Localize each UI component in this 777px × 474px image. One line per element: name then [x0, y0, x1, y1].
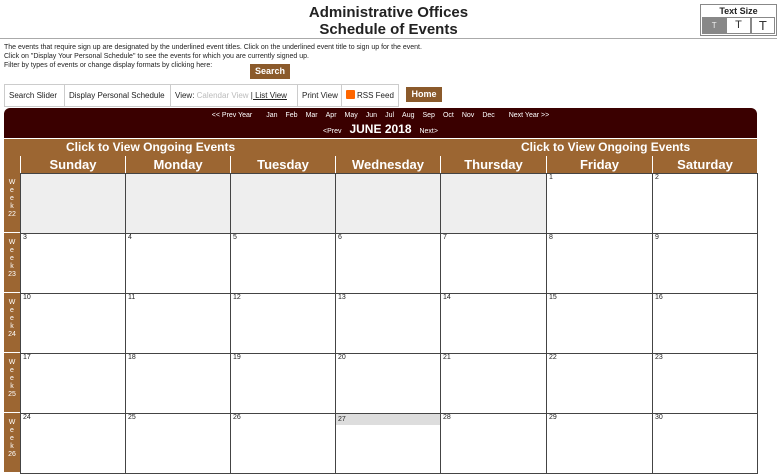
- month-link-aug[interactable]: Aug: [402, 112, 415, 119]
- calendar-empty-cell: [125, 173, 231, 234]
- calendar-day-cell[interactable]: [20, 413, 126, 474]
- title-line-2: Schedule of Events: [319, 21, 458, 38]
- week-label[interactable]: W e e k 25: [4, 353, 20, 413]
- rss-icon: [346, 90, 355, 99]
- current-month: JUNE 2018: [349, 122, 412, 136]
- day-number: 7: [443, 234, 447, 241]
- month-link-oct[interactable]: Oct: [442, 112, 454, 119]
- calendar-day-cell[interactable]: [546, 353, 653, 414]
- header-divider: [0, 38, 777, 39]
- day-number: 3: [23, 234, 27, 241]
- day-header-row: [4, 156, 757, 173]
- month-link-feb[interactable]: Feb: [285, 112, 298, 119]
- next-month-link[interactable]: Next>: [419, 128, 438, 135]
- calendar-empty-cell: [335, 173, 441, 234]
- day-number: 21: [443, 354, 451, 361]
- day-number: 9: [655, 234, 659, 241]
- calendar-day-cell[interactable]: [652, 353, 758, 414]
- day-number: 28: [443, 414, 451, 421]
- text-size-label: Text Size: [719, 6, 758, 16]
- day-number: 18: [128, 354, 136, 361]
- day-header-wednesday: Wednesday: [335, 156, 440, 173]
- calendar-empty-cell: [440, 173, 547, 234]
- month-link-may[interactable]: May: [344, 112, 358, 119]
- day-number: 6: [338, 234, 342, 241]
- calendar-day-cell[interactable]: [652, 413, 758, 474]
- calendar-empty-cell: [20, 173, 126, 234]
- text-size-control: [700, 4, 777, 36]
- prev-month-link[interactable]: <Prev: [323, 128, 342, 135]
- day-header-tuesday: Tuesday: [230, 156, 335, 173]
- intro-line-2: Click on "Display Your Personal Schedule" to see the events for which you are currently signed up.: [4, 53, 309, 60]
- day-number: 4: [128, 234, 132, 241]
- day-header-friday: Friday: [546, 156, 652, 173]
- rss-feed-button[interactable]: [341, 84, 399, 107]
- ongoing-events-bar: [4, 139, 757, 156]
- month-link-jun[interactable]: Jun: [365, 112, 378, 119]
- list-view-link[interactable]: | List View: [250, 91, 287, 100]
- day-number: 30: [655, 414, 663, 421]
- calendar-day-cell[interactable]: [440, 293, 547, 354]
- month-link-mar[interactable]: Mar: [305, 112, 318, 119]
- calendar-day-cell[interactable]: [230, 353, 336, 414]
- view-label: View:: [175, 91, 195, 100]
- calendar-day-cell[interactable]: [125, 413, 231, 474]
- calendar-day-cell[interactable]: [20, 293, 126, 354]
- calendar-day-cell[interactable]: [335, 353, 441, 414]
- day-number: 10: [23, 294, 31, 301]
- day-header-saturday: Saturday: [652, 156, 757, 173]
- week-label[interactable]: W e e k 22: [4, 173, 20, 233]
- calendar-day-cell[interactable]: [546, 293, 653, 354]
- month-navigation: [4, 108, 757, 138]
- calendar-day-cell[interactable]: [335, 233, 441, 294]
- calendar-day-cell[interactable]: [125, 353, 231, 414]
- title-line-1: Administrative Offices: [308, 4, 469, 21]
- intro-line-1: The events that require sign up are designated by the underlined event titles. Click on the underlined event title to sign up for the event.: [4, 44, 422, 51]
- day-number: 26: [233, 414, 241, 421]
- month-link-jan[interactable]: Jan: [266, 112, 278, 119]
- day-number: 22: [549, 354, 557, 361]
- calendar-day-cell[interactable]: [20, 353, 126, 414]
- day-number: 19: [233, 354, 241, 361]
- calendar-day-cell[interactable]: [440, 353, 547, 414]
- month-link-sep[interactable]: Sep: [422, 112, 435, 119]
- calendar-day-cell[interactable]: [230, 293, 336, 354]
- day-number: 16: [655, 294, 663, 301]
- calendar-empty-cell: [230, 173, 336, 234]
- calendar-day-cell[interactable]: [335, 413, 441, 474]
- search-button[interactable]: Search: [250, 64, 290, 79]
- calendar-day-cell[interactable]: [440, 233, 547, 294]
- calendar-day-cell[interactable]: [440, 413, 547, 474]
- calendar-day-cell[interactable]: [652, 233, 758, 294]
- view-toggle: [170, 84, 298, 107]
- intro-line-3: Filter by types of events or change display formats by clicking here:: [4, 62, 213, 69]
- day-header-thursday: Thursday: [440, 156, 546, 173]
- day-number: 24: [23, 414, 31, 421]
- calendar-day-cell[interactable]: [125, 293, 231, 354]
- month-link-jul[interactable]: Jul: [385, 112, 395, 119]
- day-number: 25: [128, 414, 136, 421]
- text-size-small-button[interactable]: T: [702, 17, 726, 34]
- calendar-day-cell[interactable]: [546, 413, 653, 474]
- day-number: 14: [443, 294, 451, 301]
- ongoing-events-link-left[interactable]: Click to View Ongoing Events: [66, 140, 236, 154]
- day-header-monday: Monday: [125, 156, 230, 173]
- home-button[interactable]: Home: [406, 87, 442, 102]
- calendar-day-cell[interactable]: [652, 173, 758, 234]
- ongoing-events-link-right[interactable]: Click to View Ongoing Events: [521, 140, 691, 154]
- day-number: 5: [233, 234, 237, 241]
- next-year-link[interactable]: Next Year >>: [508, 112, 550, 119]
- week-label[interactable]: W e e k 23: [4, 233, 20, 293]
- calendar-day-cell[interactable]: [546, 173, 653, 234]
- calendar-day-cell[interactable]: [230, 413, 336, 474]
- calendar-day-cell[interactable]: [230, 233, 336, 294]
- month-link-dec[interactable]: Dec: [482, 112, 495, 119]
- rss-feed-label: RSS Feed: [357, 91, 394, 100]
- week-label[interactable]: W e e k 26: [4, 413, 20, 473]
- intro-text: [4, 43, 422, 70]
- calendar-day-cell[interactable]: [335, 293, 441, 354]
- day-number: 20: [338, 354, 346, 361]
- calendar-day-cell[interactable]: [652, 293, 758, 354]
- text-size-large-button[interactable]: T: [751, 17, 775, 34]
- day-number: 12: [233, 294, 241, 301]
- search-slider-button[interactable]: Search Slider: [4, 84, 70, 107]
- calendar-day-cell[interactable]: [20, 233, 126, 294]
- calendar-day-cell[interactable]: [546, 233, 653, 294]
- personal-schedule-button[interactable]: Display Personal Schedule: [64, 84, 172, 107]
- day-number: 8: [549, 234, 553, 241]
- calendar-day-cell[interactable]: [125, 233, 231, 294]
- calendar-view-link[interactable]: Calendar View: [196, 91, 249, 100]
- day-number: 1: [549, 174, 553, 181]
- prev-year-link[interactable]: << Prev Year: [211, 112, 253, 119]
- day-header-sunday: Sunday: [20, 156, 125, 173]
- day-number: 29: [549, 414, 557, 421]
- day-number: 15: [549, 294, 557, 301]
- month-link-nov[interactable]: Nov: [461, 112, 475, 119]
- month-link-apr[interactable]: Apr: [325, 112, 337, 119]
- page-title: [0, 4, 777, 38]
- text-size-medium-button[interactable]: T: [726, 17, 750, 34]
- day-number: 11: [128, 294, 136, 301]
- day-number: 17: [23, 354, 31, 361]
- week-label[interactable]: W e e k 24: [4, 293, 20, 353]
- day-number: 23: [655, 354, 663, 361]
- print-view-button[interactable]: Print View: [297, 84, 343, 107]
- day-number: 2: [655, 174, 659, 181]
- day-number: 27: [336, 414, 440, 425]
- day-number: 13: [338, 294, 346, 301]
